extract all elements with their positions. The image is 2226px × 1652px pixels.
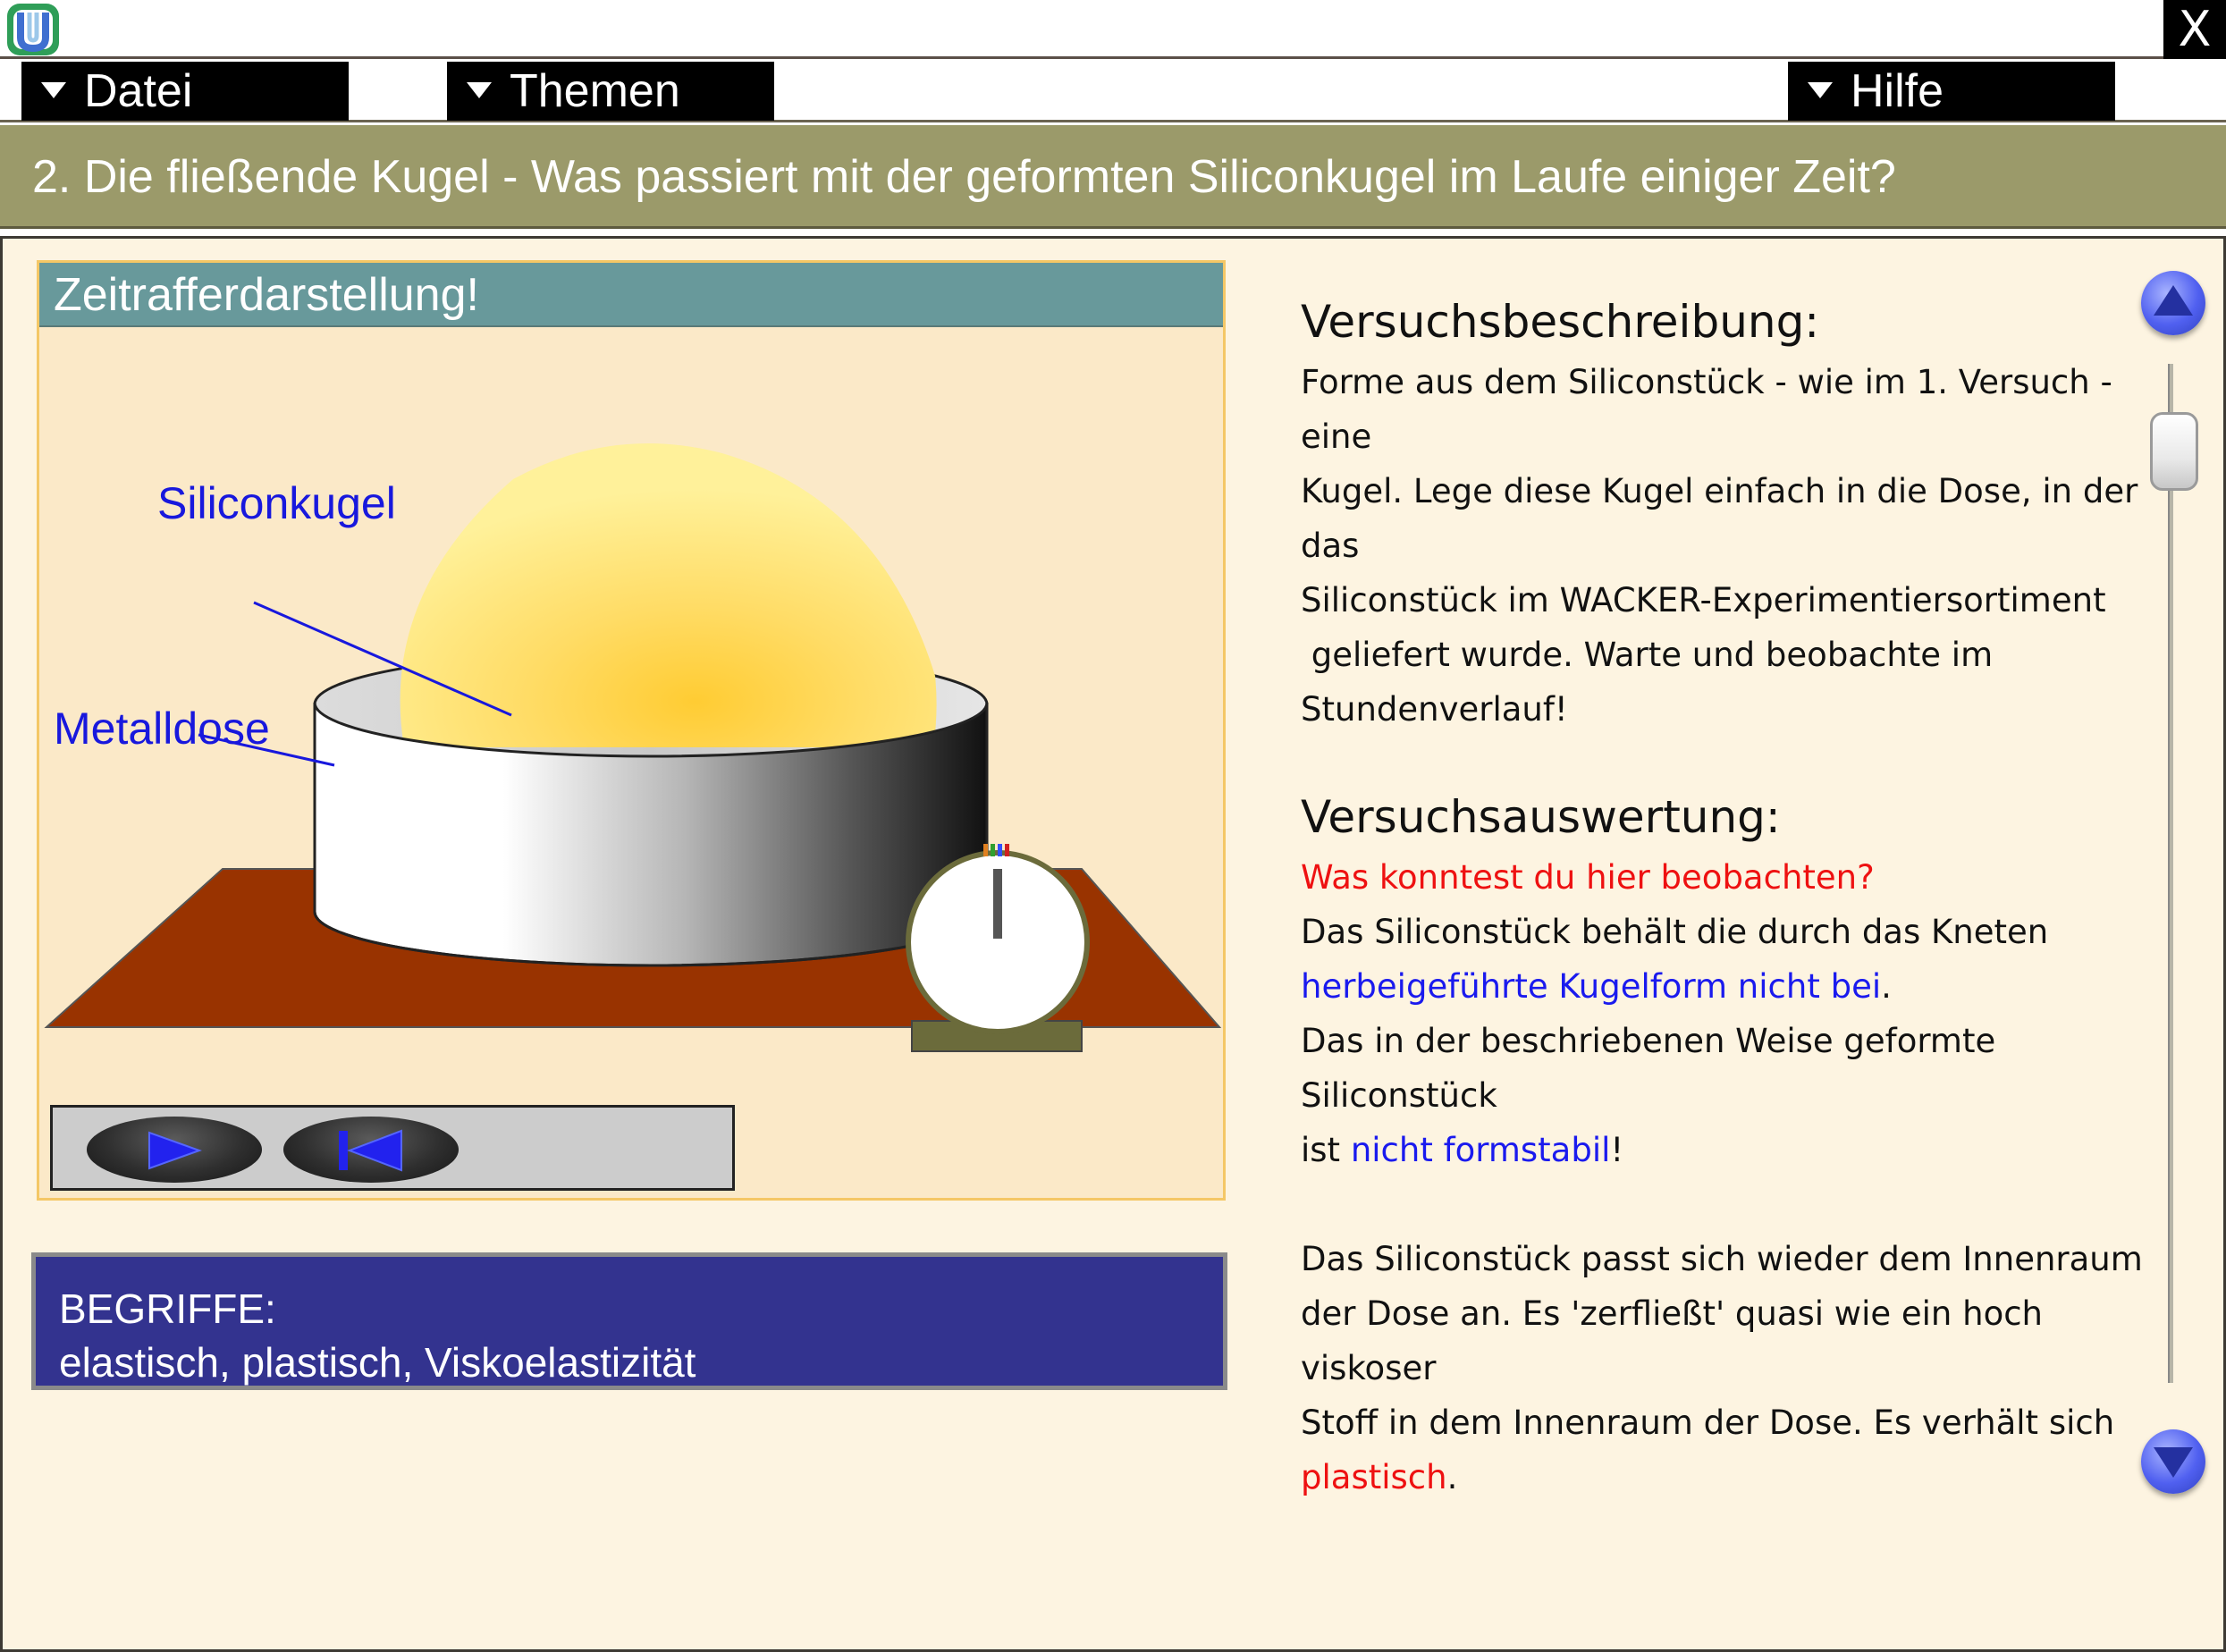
stopwatch-icon	[908, 844, 1087, 1051]
play-button[interactable]	[87, 1117, 262, 1183]
description-line: Kugel. Lege diese Kugel einfach in die Dose, in der das	[1301, 472, 2138, 565]
evaluation-line: Das Siliconstück behält die durch das Kneten	[1301, 913, 2049, 951]
terms-title: BEGRIFFE:	[59, 1285, 276, 1332]
evaluation-line: Das in der beschriebenen Weise geformte Siliconstück	[1301, 1022, 1996, 1115]
animation-scene	[39, 327, 1223, 1198]
description-line: geliefert wurde. Warte und beobachte im	[1301, 636, 1994, 674]
description-heading: Versuchsbeschreibung:	[1301, 296, 1820, 348]
scroll-down-button[interactable]	[2141, 1429, 2205, 1494]
menu-hilfe-label: Hilfe	[1851, 65, 1944, 117]
label-metalldose: Metalldose	[54, 704, 270, 754]
evaluation-line: Das Siliconstück passt sich wieder dem Innenraum	[1301, 1240, 2143, 1278]
description-line: Forme aus dem Siliconstück - wie im 1. Versuch - eine	[1301, 363, 2112, 456]
arrow-down-icon	[2154, 1447, 2193, 1478]
highlight-formstabil: nicht formstabil	[1350, 1131, 1611, 1169]
arrow-up-icon	[2154, 285, 2193, 316]
description-line: Stundenverlauf!	[1301, 690, 1568, 729]
close-button[interactable]: X	[2163, 0, 2226, 59]
text-area	[1301, 296, 2159, 1504]
terms-list: elastisch, plastisch, Viskoelastizität	[59, 1339, 696, 1386]
menu-datei[interactable]	[21, 62, 349, 121]
evaluation-line: ist nicht formstabil!	[1301, 1131, 1624, 1169]
menu-hilfe[interactable]	[1788, 62, 2115, 121]
rewind-button[interactable]	[283, 1117, 459, 1183]
evaluation-line: plastisch.	[1301, 1458, 1458, 1496]
evaluation-line: der Dose an. Es 'zerfließt' quasi wie ein hoch viskoser	[1301, 1294, 2044, 1387]
terms-box	[31, 1252, 1227, 1390]
scroll-up-button[interactable]	[2141, 271, 2205, 335]
description-line: Siliconstück im WACKER-Experimentiersortiment	[1301, 581, 2106, 620]
rewind-to-start-icon	[283, 1117, 459, 1183]
evaluation-line: Stoff in dem Innenraum der Dose. Es verhält sich	[1301, 1403, 2115, 1442]
dropdown-arrow-icon	[467, 82, 492, 98]
animation-header: Zeitrafferdarstellung!	[39, 263, 1223, 327]
evaluation-question: Was konntest du hier beobachten?	[1301, 858, 1875, 897]
playback-controls	[50, 1105, 735, 1191]
title-bar	[0, 0, 2226, 59]
content-area	[0, 236, 2226, 1652]
dropdown-arrow-icon	[1808, 82, 1833, 98]
play-icon	[87, 1117, 262, 1183]
highlight-kugelform: herbeigeführte Kugelform nicht bei	[1301, 967, 1882, 1006]
scrollbar-track[interactable]	[2168, 364, 2173, 1383]
menu-bar	[0, 62, 2226, 122]
dropdown-arrow-icon	[41, 82, 66, 98]
scrollbar-thumb[interactable]	[2150, 412, 2198, 491]
highlight-plastisch: plastisch	[1301, 1458, 1447, 1496]
evaluation-line: herbeigeführte Kugelform nicht bei.	[1301, 967, 1892, 1006]
question-title: 2. Die fließende Kugel - Was passiert mit der geformten Siliconkugel im Laufe einiger Zeit?	[0, 125, 2226, 229]
menu-datei-label: Datei	[84, 65, 193, 117]
evaluation-heading: Versuchsauswertung:	[1301, 791, 1781, 843]
menu-themen[interactable]	[447, 62, 774, 121]
menu-themen-label: Themen	[510, 65, 680, 117]
label-siliconkugel: Siliconkugel	[157, 478, 396, 528]
animation-panel	[37, 260, 1226, 1201]
app-logo-icon	[5, 2, 64, 59]
